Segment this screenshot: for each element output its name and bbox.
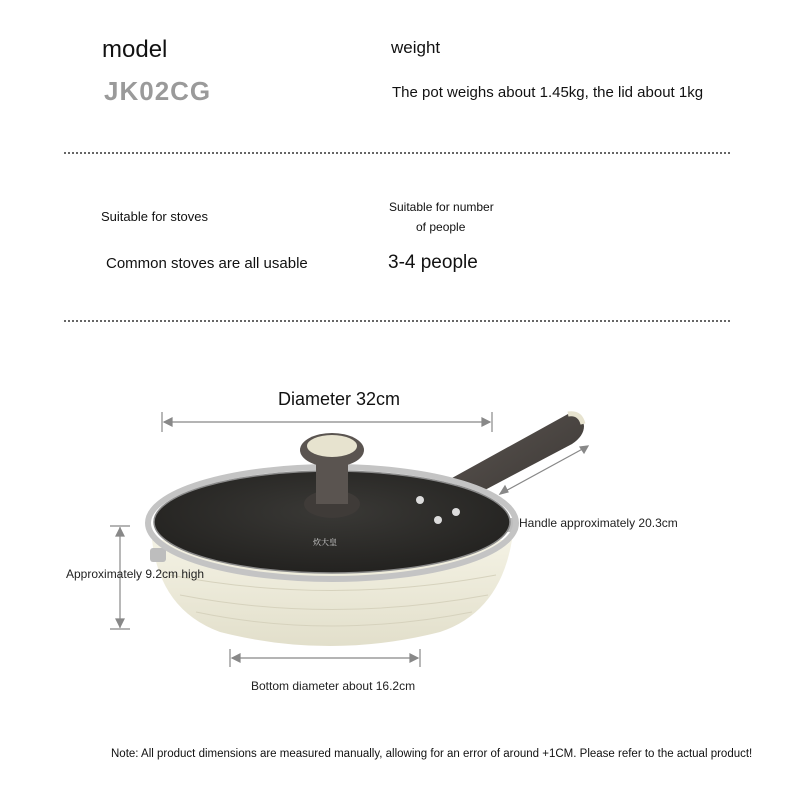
- brand-mark: 炊大皇: [313, 538, 337, 547]
- stoves-label: Suitable for stoves: [101, 209, 208, 224]
- weight-value: The pot weighs about 1.45kg, the lid about 1kg: [392, 84, 704, 101]
- diameter-label: Diameter 32cm: [278, 389, 401, 409]
- people-value: 3-4 people: [388, 252, 478, 273]
- bottom-diameter-label: Bottom diameter about 16.2cm: [251, 679, 416, 693]
- people-label-line2: of people: [416, 220, 466, 234]
- model-value: JK02CG: [104, 76, 212, 106]
- height-label: Approximately 9.2cm high: [66, 567, 205, 581]
- stoves-value: Common stoves are all usable: [106, 255, 308, 272]
- handle-length-label: Handle approximately 20.3cm: [519, 516, 678, 530]
- weight-label: weight: [391, 38, 441, 57]
- model-label: model: [102, 36, 168, 63]
- measurement-note: Note: All product dimensions are measured manually, allowing for an error of around +1CM. Please refer to the actual product!: [111, 748, 753, 760]
- people-label-line1: Suitable for number: [389, 200, 494, 214]
